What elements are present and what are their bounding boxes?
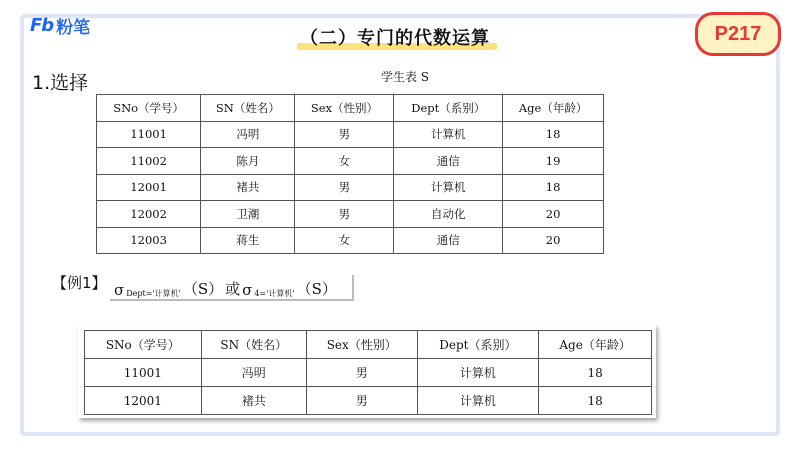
logo-mark: Fb	[30, 14, 54, 36]
header-cell: Age（年龄）	[539, 331, 652, 359]
cell: 冯明	[201, 121, 295, 148]
header-cell: Sex（性别）	[306, 331, 417, 359]
student-table	[96, 94, 604, 254]
sigma-symbol: σ	[114, 281, 125, 299]
sigma-symbol: σ	[242, 281, 253, 299]
example-label: 【例1】	[52, 274, 107, 292]
header-cell: SN（姓名）	[201, 95, 295, 122]
relation-arg: （S）	[182, 280, 224, 298]
cell: 计算机	[394, 121, 503, 148]
cell: 计算机	[417, 387, 539, 415]
table-header-row	[85, 331, 652, 359]
section-title: 1.选择	[32, 72, 89, 94]
cell: 20	[503, 227, 604, 254]
selection-condition: 4='计算机'	[254, 289, 295, 298]
cell: 11002	[97, 148, 201, 175]
cell: 12003	[97, 227, 201, 254]
page-badge: P217	[695, 12, 781, 56]
header-cell: SN（姓名）	[201, 331, 306, 359]
header-cell: SNo（学号）	[97, 95, 201, 122]
table-row	[97, 201, 604, 228]
cell: 卫潮	[201, 201, 295, 228]
cell: 男	[295, 121, 394, 148]
cell: 自动化	[394, 201, 503, 228]
result-table	[84, 330, 652, 415]
logo-name: 粉笔	[56, 17, 91, 38]
cell: 11001	[97, 121, 201, 148]
cell: 12002	[97, 201, 201, 228]
cell: 通信	[394, 148, 503, 175]
table-caption: 学生表 S	[380, 70, 430, 84]
relation-arg: （S）	[296, 280, 337, 298]
cell: 男	[306, 387, 417, 415]
cell: 褚共	[201, 174, 295, 201]
cell: 计算机	[394, 174, 503, 201]
table-row	[97, 227, 604, 254]
cell: 18	[503, 121, 604, 148]
cell: 18	[503, 174, 604, 201]
cell: 男	[306, 359, 417, 387]
or-text: 或	[225, 280, 241, 298]
cell: 女	[295, 148, 394, 175]
header-cell: Dept（系别）	[417, 331, 539, 359]
table-row	[85, 359, 652, 387]
cell: 20	[503, 201, 604, 228]
header-cell: Sex（性别）	[295, 95, 394, 122]
cell: 12001	[97, 174, 201, 201]
cell: 通信	[394, 227, 503, 254]
cell: 蒋生	[201, 227, 295, 254]
cell: 19	[503, 148, 604, 175]
fenbi-logo	[30, 14, 90, 36]
page-title: （二）专门的代数运算	[300, 28, 490, 49]
selection-formula	[110, 275, 354, 301]
table-row	[97, 148, 604, 175]
cell: 计算机	[417, 359, 539, 387]
header-cell: Age（年龄）	[503, 95, 604, 122]
cell: 女	[295, 227, 394, 254]
table-row	[97, 174, 604, 201]
table-row	[85, 387, 652, 415]
selection-condition: Dept='计算机'	[126, 289, 181, 298]
cell: 褚共	[201, 387, 306, 415]
table-row	[97, 121, 604, 148]
table-header-row	[97, 95, 604, 122]
cell: 陈月	[201, 148, 295, 175]
cell: 男	[295, 174, 394, 201]
cell: 18	[539, 387, 652, 415]
cell: 男	[295, 201, 394, 228]
cell: 18	[539, 359, 652, 387]
cell: 11001	[85, 359, 202, 387]
header-cell: SNo（学号）	[85, 331, 202, 359]
header-cell: Dept（系别）	[394, 95, 503, 122]
cell: 冯明	[201, 359, 306, 387]
cell: 12001	[85, 387, 202, 415]
